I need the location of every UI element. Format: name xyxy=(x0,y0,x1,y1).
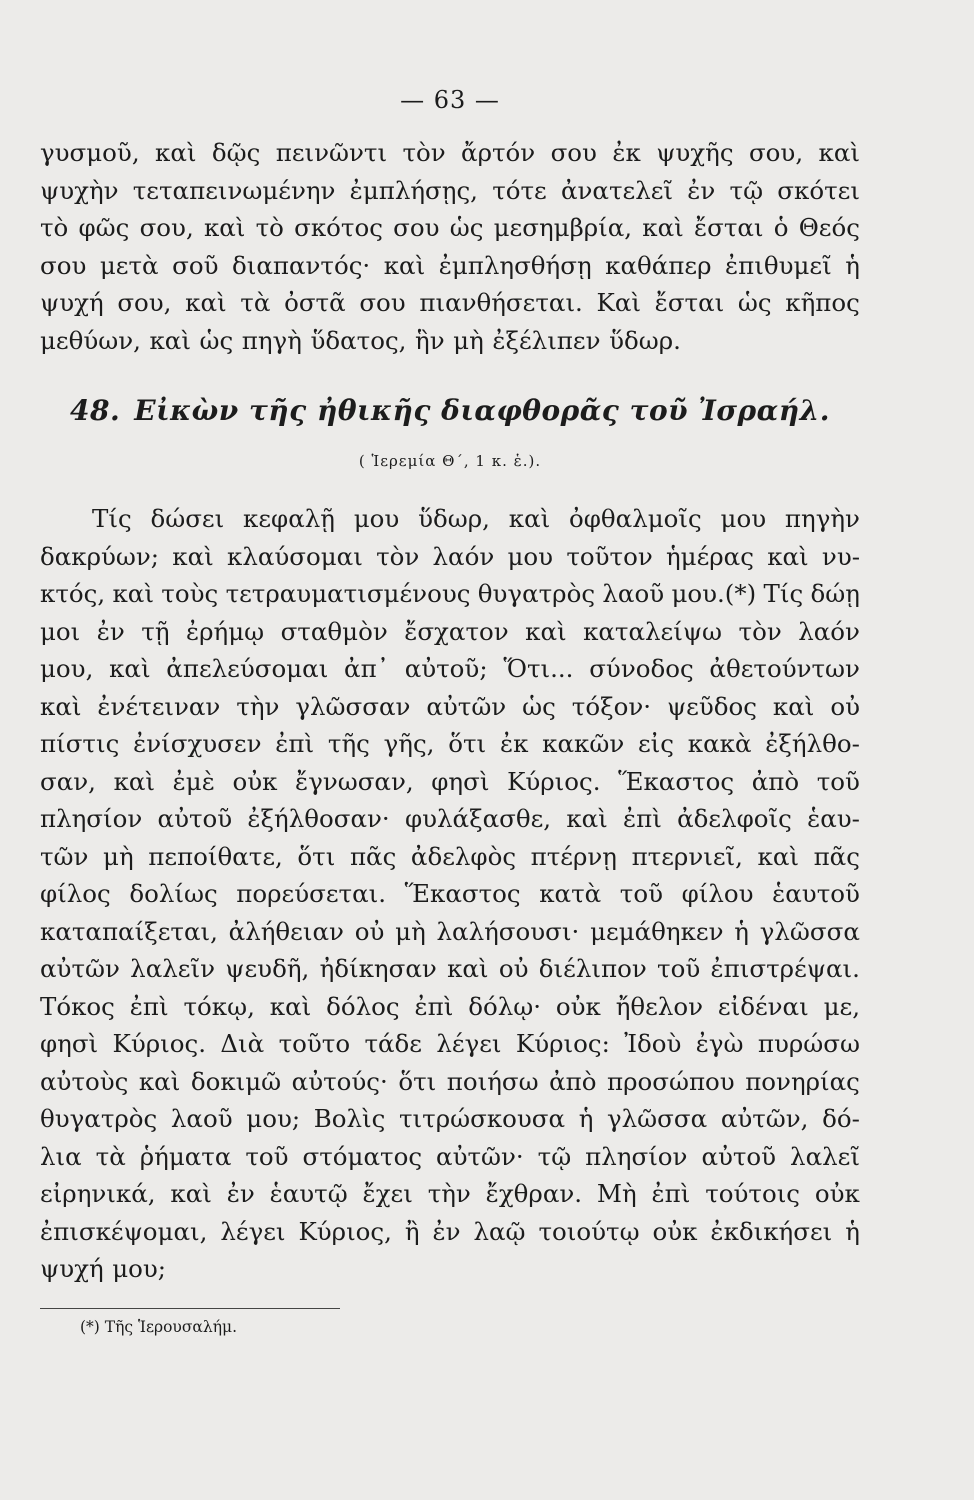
text-line: μου, καὶ ἀπελεύσομαι ἀπ᾽ αὐτοῦ; Ὅτι... σύνοδος ἀθετούντων xyxy=(40,654,860,683)
text-line: λια τὰ ῥήματα τοῦ στόματος αὐτῶν· τῷ πλησίον αὐτοῦ λαλεῖ xyxy=(40,1141,860,1171)
text-line: πλησίον αὐτοῦ ἐξήλθοσαν· φυλάξασθε, καὶ ἐπὶ ἀδελφοῖς ἑαυ- xyxy=(40,804,860,833)
text-line: κτός, καὶ τοὺς τετραυματισμένους θυγατρὸς λαοῦ μου.(*) Τίς δώῃ xyxy=(40,579,860,608)
text-line: μεθύων, καὶ ὡς πηγὴ ὕδατος, ἣν μὴ ἐξέλιπεν ὕδωρ. xyxy=(40,325,681,355)
text-line: εἰρηνικά, καὶ ἐν ἑαυτῷ ἔχει τὴν ἔχθραν. Μὴ ἐπὶ τούτοις οὐκ xyxy=(40,1179,860,1208)
text-line: καταπαίξεται, ἀλήθειαν οὐ μὴ λαλήσουσι· μεμάθηκεν ἡ γλῶσσα xyxy=(40,916,860,946)
text-line: Τόκος ἐπὶ τόκῳ, καὶ δόλος ἐπὶ δόλῳ· οὐκ ἤθελον εἰδέναι με, xyxy=(40,991,860,1021)
scripture-reference: ( Ἱερεμία Θ΄, 1 κ. ἑ.). xyxy=(358,452,542,470)
text-line: σαν, καὶ ἐμὲ οὐκ ἔγνωσαν, φησὶ Κύριος. Ἕκαστος ἀπὸ τοῦ xyxy=(40,766,860,796)
text-line: σου μετὰ σοῦ διαπαντός· καὶ ἐμπλησθήσῃ καθάπερ ἐπιθυμεῖ ἡ xyxy=(40,250,860,280)
text-line: καὶ ἐνέτειναν τὴν γλῶσσαν αὐτῶν ὡς τόξον· ψεῦδος καὶ οὐ xyxy=(40,691,860,721)
footnote: (*) Τῆς Ἱερουσαλήμ. xyxy=(80,1318,237,1336)
text-line: ψυχή μου; xyxy=(40,1254,167,1283)
section-number: 48. xyxy=(70,394,121,427)
paragraph-1 xyxy=(40,134,860,359)
section-title: Εἰκὼν τῆς ἠθικῆς διαφθορᾶς τοῦ Ἰσραήλ. xyxy=(134,394,830,427)
paragraph-2 xyxy=(40,500,860,1288)
text-line: φησὶ Κύριος. Διὰ τοῦτο τάδε λέγει Κύριος: Ἰδοὺ ἐγὼ πυρώσω xyxy=(40,1029,860,1058)
text-line: δακρύων; καὶ κλαύσομαι τὸν λαόν μου τοῦτον ἡμέρας καὶ νυ- xyxy=(40,541,860,571)
section-heading xyxy=(0,394,900,427)
footnote-divider xyxy=(40,1308,340,1309)
text-line: ἐπισκέψομαι, λέγει Κύριος, ἢ ἐν λαῷ τοιούτῳ οὐκ ἐκδικήσει ἡ xyxy=(40,1216,860,1246)
text-line: αὐτῶν λαλεῖν ψευδῆ, ἠδίκησαν καὶ οὐ διέλιπον τοῦ ἐπιστρέψαι. xyxy=(40,954,860,983)
text-line: τὸ φῶς σου, καὶ τὸ σκότος σου ὡς μεσημβρία, καὶ ἔσται ὁ Θεός xyxy=(40,213,860,242)
text-line: αὐτοὺς καὶ δοκιμῶ αὐτούς· ὅτι ποιήσω ἀπὸ προσώπου πονηρίας xyxy=(40,1066,860,1096)
text-line: γυσμοῦ, καὶ δῷς πεινῶντι τὸν ἄρτόν σου ἐκ ψυχῆς σου, καὶ xyxy=(40,138,860,167)
text-line: ψυχή σου, καὶ τὰ ὀστᾶ σου πιανθήσεται. Καὶ ἔσται ὡς κῆπος xyxy=(40,288,860,317)
text-line: θυγατρὸς λαοῦ μου; Βολὶς τιτρώσκουσα ἡ γλῶσσα αὐτῶν, δό- xyxy=(40,1104,860,1133)
text-line: πίστις ἐνίσχυσεν ἐπὶ τῆς γῆς, ὅτι ἐκ κακῶν εἰς κακὰ ἐξήλθο- xyxy=(40,729,860,758)
text-line: ψυχὴν τεταπεινωμένην ἐμπλήσῃς, τότε ἀνατελεῖ ἐν τῷ σκότει xyxy=(40,175,860,205)
text-line: Τίς δώσει κεφαλῇ μου ὕδωρ, καὶ ὀφθαλμοῖς μου πηγὴν xyxy=(92,504,860,533)
text-line: τῶν μὴ πεποίθατε, ὅτι πᾶς ἀδελφὸς πτέρνῃ πτερνιεῖ, καὶ πᾶς xyxy=(40,841,860,871)
page-number: — 63 — xyxy=(400,86,500,114)
text-line: φίλος δολίως πορεύσεται. Ἕκαστος κατὰ τοῦ φίλου ἑαυτοῦ xyxy=(40,879,860,908)
text-line: μοι ἐν τῇ ἐρήμῳ σταθμὸν ἔσχατον καὶ καταλείψω τὸν λαόν xyxy=(40,616,860,646)
